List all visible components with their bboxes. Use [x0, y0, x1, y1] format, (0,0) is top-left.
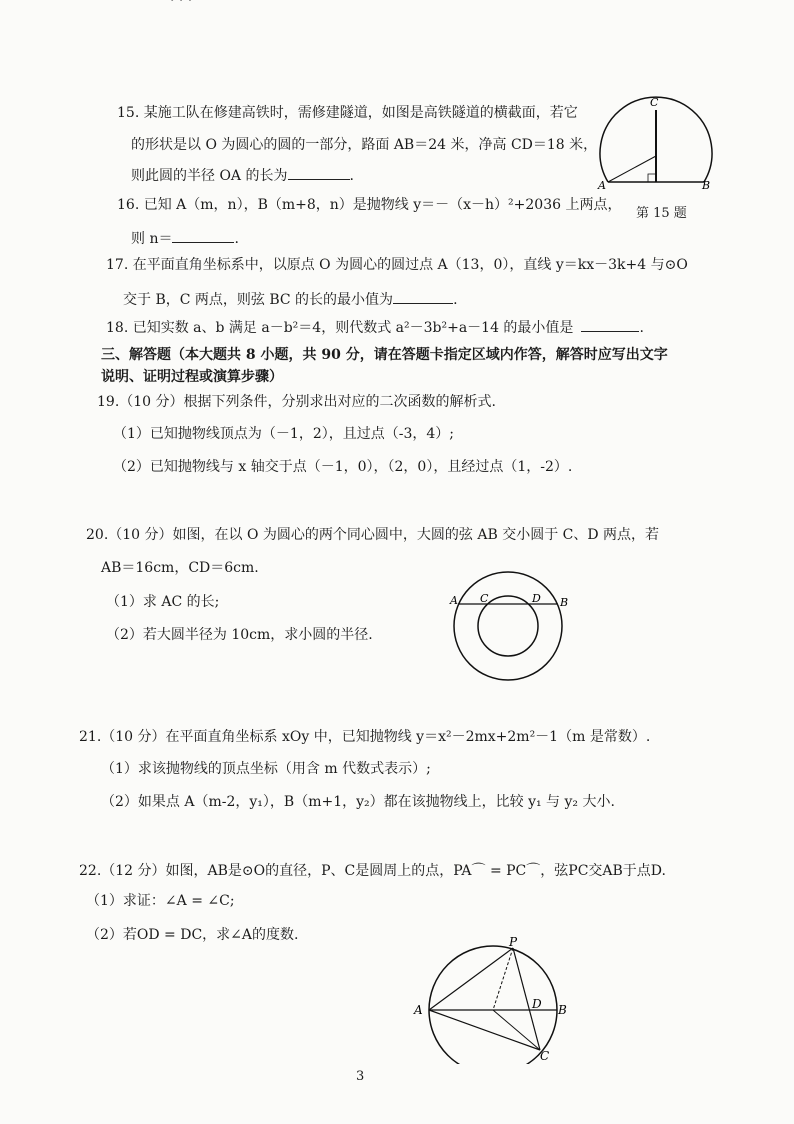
- q15-tunnel-figure: [596, 96, 716, 200]
- q22-chord-pa: [429, 948, 513, 1010]
- q15-figure-caption: 第 15 题: [636, 206, 687, 221]
- q22-label-p: P: [509, 935, 518, 949]
- q20-small-circle: [478, 596, 538, 656]
- q19-head: 19.（10 分）根据下列条件，分别求出对应的二次函数的解析式.: [97, 394, 496, 410]
- q22-label-b: B: [558, 1003, 567, 1017]
- q15-line3-post: .: [349, 168, 354, 184]
- q20-label-b: B: [560, 596, 569, 609]
- q18-line1-post: .: [639, 320, 644, 336]
- q18-line1: [106, 317, 644, 337]
- q16-line2-pre: 则 n＝: [131, 231, 173, 247]
- q15-line2: 的形状是以 O 为圆心的圆的一部分，路面 AB＝24 米，净高 CD＝18 米，: [131, 137, 598, 153]
- q17-line1: 17. 在平面直角坐标系中，以原点 O 为圆心的圆过点 A（13，0），直线 y＝kx－3k+4 与⊙O: [106, 257, 688, 273]
- q21-part2: （2）如果点 A（m-2，y₁），B（m+1，y₂）都在该抛物线上，比较 y₁ 与 y₂ 大小.: [101, 794, 615, 810]
- q16-line2-post: .: [234, 231, 239, 247]
- q22-part2: （2）若OD = DC，求∠A的度数.: [86, 927, 299, 943]
- q22-part1: （1）求证：∠A = ∠C;: [86, 893, 235, 909]
- q20-part2: （2）若大圆半径为 10cm，求小圆的半径.: [106, 627, 373, 643]
- section3-line2: 说明、证明过程或演算步骤）: [101, 369, 283, 385]
- q22-label-a: A: [414, 1003, 423, 1017]
- q22-circle-figure: [410, 934, 580, 1064]
- q20-label-d: D: [532, 592, 541, 605]
- q19-part1: （1）已知抛物线顶点为（－1，2），且过点（-3，4）;: [113, 426, 454, 442]
- q18-answer-blank[interactable]: [581, 317, 639, 332]
- q20-part1: （1）求 AC 的长;: [106, 594, 220, 610]
- q17-answer-blank[interactable]: [393, 289, 453, 304]
- page-number: 3: [356, 1069, 365, 1084]
- q21-part1: （1）求该抛物线的顶点坐标（用含 m 代数式表示）;: [101, 761, 431, 777]
- q18-line1-pre: 18. 已知实数 a、b 满足 a－b²＝4，则代数式 a²－3b²+a－14 的最小值是: [106, 320, 574, 336]
- q20-label-a: A: [450, 594, 458, 607]
- q15-line3-pre: 则此圆的半径 OA 的长为: [131, 168, 288, 184]
- q15-label-c: C: [650, 96, 659, 109]
- header-fragment: · · ·: [170, 0, 193, 9]
- q22-segment-ac: [429, 1010, 540, 1050]
- q17-line2-pre: 交于 B，C 两点，则弦 BC 的长的最小值为: [123, 292, 394, 308]
- q15-answer-blank[interactable]: [288, 165, 350, 180]
- q15-right-angle: [648, 174, 656, 182]
- q15-line3: [131, 165, 354, 185]
- q15-label-a: A: [598, 179, 606, 192]
- q20-label-c: C: [480, 592, 489, 605]
- q15-radius-oa: [608, 156, 656, 182]
- q16-line2: [131, 228, 239, 248]
- q22-segment-po: [493, 948, 513, 1010]
- q21-head: 21.（10 分）在平面直角坐标系 xOy 中，已知抛物线 y＝x²－2mx+2m²－1（m 是常数）.: [79, 729, 651, 745]
- q20-concentric-circles-figure: [446, 566, 576, 686]
- q22-label-c: C: [540, 1049, 550, 1063]
- q19-part2: （2）已知抛物线与 x 轴交于点（－1，0），（2，0），且经过点（1，-2）.: [113, 459, 573, 475]
- q20-large-circle: [454, 572, 562, 680]
- q20-head: 20.（10 分）如图，在以 O 为圆心的两个同心圆中，大圆的弦 AB 交小圆于 C、D 两点，若: [86, 527, 660, 543]
- q16-line1: 16. 已知 A（m，n），B（m+8，n）是抛物线 y＝－（x－h）²+2036 上两点，: [117, 197, 622, 213]
- q22-head: 22.（12 分）如图，AB是⊙O的直径，P、C是圆周上的点，PA⌒ = PC⌒，弦PC交AB于点D.: [79, 863, 666, 879]
- q17-line2-post: .: [453, 292, 458, 308]
- section3-line1: 三、解答题（本大题共 8 小题，共 90 分，请在答题卡指定区域内作答，解答时应写出文字: [101, 347, 668, 363]
- q22-segment-oc: [493, 1010, 540, 1050]
- q15-line1: 15. 某施工队在修建高铁时，需修建隧道，如图是高铁隧道的横截面，若它: [117, 105, 578, 121]
- q16-answer-blank[interactable]: [172, 228, 234, 243]
- q17-line2: [123, 289, 458, 309]
- q20-line2: AB＝16cm，CD＝6cm.: [101, 560, 259, 576]
- q22-label-d: D: [532, 997, 542, 1011]
- q15-label-b: B: [702, 179, 711, 192]
